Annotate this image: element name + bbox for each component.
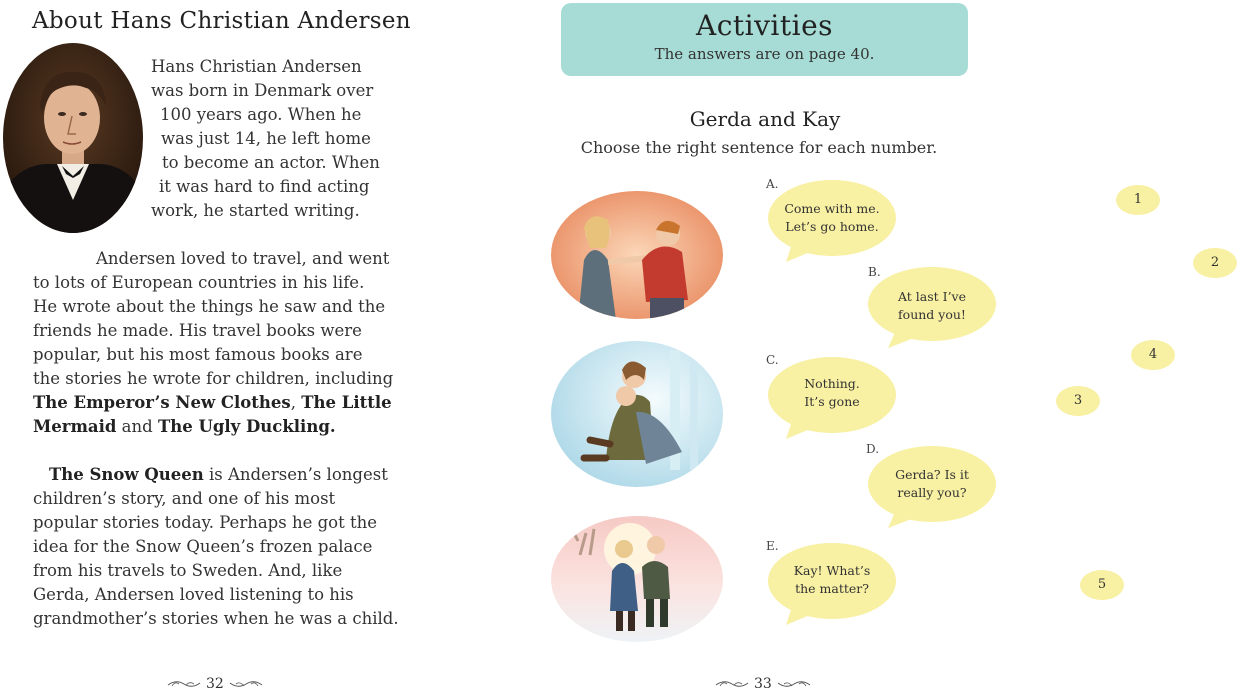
intro-line: work, he started writing. [151,201,360,220]
paragraph-line: the stories he wrote for children, including [33,369,394,388]
paragraph-line [33,415,336,439]
page-title: About Hans Christian Andersen [32,8,411,34]
intro-line: Hans Christian Andersen [151,57,362,76]
page-number: 33 [754,676,772,692]
page-number: 32 [206,676,224,692]
intro-line: was just 14, he left home [161,129,371,148]
option-letter: B. [868,265,881,279]
intro-line: to become an actor. When [162,153,380,172]
book-title-emperor: The Emperor’s New Clothes [33,393,291,412]
left-page [0,0,500,694]
flourish-ornament-icon [228,677,264,691]
book-title-snow-queen: The Snow Queen [49,465,204,484]
option-line: the matter? [795,581,869,596]
paragraph-line: He wrote about the things he saw and the [33,297,386,316]
paragraph-line: popular, but his most famous books are [33,345,363,364]
paragraph-line: friends he made. His travel books were [33,321,362,340]
option-text [766,375,898,411]
paragraph-line: children’s story, and one of his most [33,489,336,508]
banner-title: Activities [695,9,834,42]
option-line: Nothing. [804,376,860,391]
book-title-mermaid: Mermaid [33,417,117,436]
flourish-ornament-icon [166,677,202,691]
activity-instructions: Choose the right sentence for each number. [580,138,938,157]
activity-title: Gerda and Kay [689,107,841,131]
activities-banner [561,3,968,76]
flourish-ornament-icon [776,677,812,691]
option-line: At last I’ve [897,289,967,304]
option-line: Come with me. [784,201,880,216]
option-text [866,466,998,502]
option-letter: E. [766,539,779,553]
flourish-ornament-icon [714,677,750,691]
number-bubble: 5 [1080,570,1124,600]
option-line: It’s gone [804,394,860,409]
paragraph-line: from his travels to Sweden. And, like [33,561,343,580]
paragraph-line: popular stories today. Perhaps he got the [33,513,377,532]
paragraph-line: Gerda, Andersen loved listening to his [33,585,354,604]
book-title-little: The Little [301,393,392,412]
banner-subtitle: The answers are on page 40. [654,45,875,63]
illustration-gerda-kay-3 [550,515,724,643]
option-line: Let’s go home. [785,219,879,234]
paragraph-line [33,391,392,415]
illustration-gerda-kay-1 [550,190,724,320]
option-line: really you? [897,485,967,500]
paragraph-line [49,463,388,487]
option-text [866,288,998,324]
paragraph-line: idea for the Snow Queen’s frozen palace [33,537,373,556]
number-bubble: 4 [1131,340,1175,370]
book-title-ugly-duckling: The Ugly Duckling. [157,417,336,436]
paragraph-line: grandmother’s stories when he was a child. [33,609,399,628]
intro-line: was born in Denmark over [151,81,374,100]
paragraph-line: to lots of European countries in his life. [33,273,365,292]
right-page [500,0,1220,694]
andersen-portrait [2,42,144,234]
option-text [766,200,898,236]
option-line: Gerda? Is it [895,467,969,482]
option-line: Kay! What’s [793,563,871,578]
option-letter: C. [766,353,779,367]
number-bubble: 2 [1193,248,1237,278]
comma: , [290,393,296,412]
illustration-gerda-kay-2 [550,340,724,488]
number-bubble: 1 [1116,185,1160,215]
option-text [766,562,898,598]
intro-line: 100 years ago. When he [160,105,362,124]
option-line: found you! [898,307,966,322]
option-letter: D. [866,442,880,456]
paragraph-line: Andersen loved to travel, and went [96,249,390,268]
number-bubble: 3 [1056,386,1100,416]
intro-line: it was hard to find acting [159,177,370,196]
and-word: and [116,417,158,436]
option-letter: A. [766,177,779,191]
paragraph-text: is Andersen’s longest [203,465,388,484]
